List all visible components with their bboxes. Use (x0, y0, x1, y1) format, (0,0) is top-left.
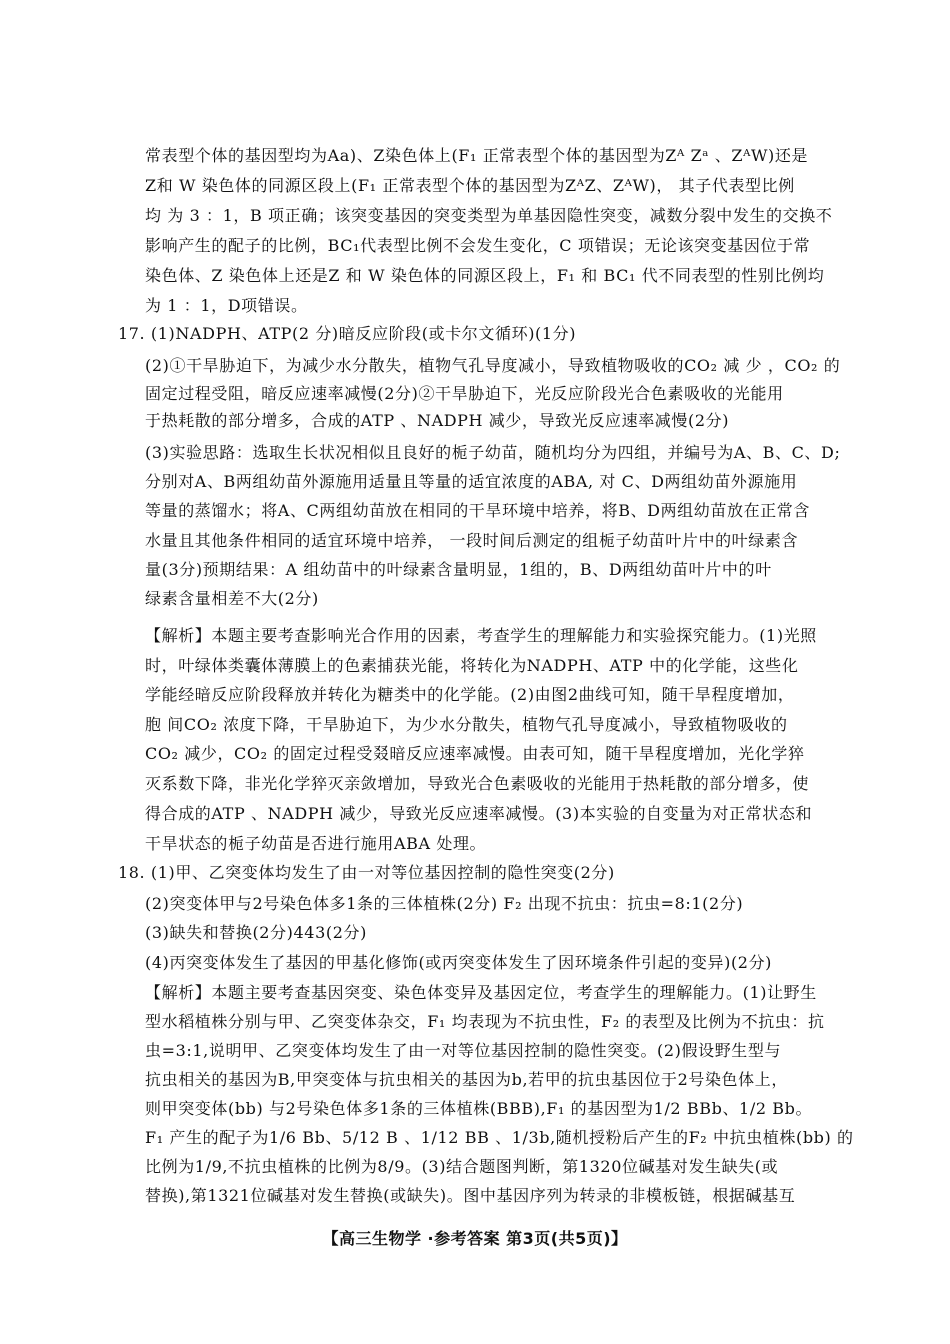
text-line: 常表型个体的基因型均为Aa)、Z染色体上(F₁ 正常表型个体的基因型为Zᴬ Zᵃ 、ZᴬW)还是 (145, 146, 809, 165)
text-line: (2)①干旱胁迫下，为减少水分散失，植物气孔导度减小，导致植物吸收的CO₂ 减 少 ，CO₂ 的 (145, 356, 841, 375)
text-line: 于热耗散的部分增多，合成的ATP 、NADPH 减少，导致光反应速率减慢(2分) (145, 411, 730, 430)
text-line: 【解析】本题主要考查影响光合作用的因素，考查学生的理解能力和实验探究能力。(1)光照 (145, 626, 817, 645)
text-line: 水量且其他条件相同的适宜环境中培养， 一段时间后测定的组栀子幼苗叶片中的叶绿素含 (145, 531, 799, 550)
text-line: 干旱状态的栀子幼苗是否进行施用ABA 处理。 (145, 834, 487, 853)
text-line: 均 为 3 ：1，B 项正确；该突变基因的突变类型为单基因隐性突变，减数分裂中发生的交换不 (145, 206, 833, 225)
text-line: Z和 W 染色体的同源区段上(F₁ 正常表型个体的基因型为ZᴬZ、ZᴬW)， 其子代表型比例 (145, 176, 795, 195)
text-line: 绿素含量相差不大(2分) (145, 589, 319, 608)
text-line: 【解析】本题主要考查基因突变、染色体变异及基因定位，考查学生的理解能力。(1)让野生 (145, 983, 817, 1002)
text-line: 型水稻植株分别与甲、乙突变体杂交，F₁ 均表现为不抗虫性，F₂ 的表型及比例为不抗虫：抗 (145, 1012, 825, 1031)
text-line: 则甲突变体(bb) 与2号染色体多1条的三体植株(BBB),F₁ 的基因型为1/2 BBb、1/2 Bb。 (145, 1099, 813, 1118)
text-line: 18. (1)甲、乙突变体均发生了由一对等位基因控制的隐性突变(2分) (118, 863, 615, 882)
text-line: 为 1 ：1，D项错误。 (145, 296, 308, 315)
text-line: 学能经暗反应阶段释放并转化为糖类中的化学能。(2)由图2曲线可知，随干旱程度增加， (145, 685, 795, 704)
text-line: F₁ 产生的配子为1/6 Bb、5/12 B 、1/12 BB 、1/3b,随机授粉后产生的F₂ 中抗虫植株(bb) 的 (145, 1128, 854, 1147)
text-line: 虫=3:1,说明甲、乙突变体均发生了由一对等位基因控制的隐性突变。(2)假设野生型与 (145, 1041, 782, 1060)
text-line: (3)实验思路：选取生长状况相似且良好的栀子幼苗，随机均分为四组，并编号为A、B、C、D; (145, 443, 841, 462)
text-line: 比例为1/9,不抗虫植株的比例为8/9。(3)结合题图判断，第1320位碱基对发生缺失(或 (145, 1157, 779, 1176)
text-line: 量(3分)预期结果：A 组幼苗中的叶绿素含量明显，1组的，B、D两组幼苗叶片中的叶 (145, 560, 772, 579)
text-line: 固定过程受阻，暗反应速率减慢(2分)②干旱胁迫下，光反应阶段光合色素吸收的光能用 (145, 384, 784, 403)
text-line: 得合成的ATP 、NADPH 减少，导致光反应速率减慢。(3)本实验的自变量为对正常状态和 (145, 804, 813, 823)
text-line: CO₂ 减少，CO₂ 的固定过程受叕暗反应速率减慢。由表可知，随干旱程度增加，光化学猝 (145, 744, 805, 763)
text-line: 替换),第1321位碱基对发生替换(或缺失)。图中基因序列为转录的非模板链，根据碱基互 (145, 1186, 796, 1205)
text-line: 17. (1)NADPH、ATP(2 分)暗反应阶段(或卡尔文循环)(1分) (118, 324, 577, 343)
text-line: 等量的蒸馏水；将A、C两组幼苗放在相同的干旱环境中培养，将B、D两组幼苗放在正常含 (145, 501, 810, 520)
page-footer: 【高三生物学 ·参考答案 第3页(共5页)】 (322, 1229, 628, 1248)
text-line: (3)缺失和替换(2分)443(2分) (145, 923, 367, 942)
text-line: 影响产生的配子的比例，BC₁代表型比例不会发生变化，C 项错误；无论该突变基因位于常 (145, 236, 811, 255)
text-line: 时，叶绿体类囊体薄膜上的色素捕获光能，将转化为NADPH、ATP 中的化学能，这些化 (145, 656, 799, 675)
text-line: 抗虫相关的基因为B,甲突变体与抗虫相关的基因为b,若甲的抗虫基因位于2号染色体上， (145, 1070, 788, 1089)
text-line: (2)突变体甲与2号染色体多1条的三体植株(2分) F₂ 出现不抗虫：抗虫=8:1(2分) (145, 894, 744, 913)
text-line: (4)丙突变体发生了基因的甲基化修饰(或丙突变体发生了因环境条件引起的变异)(2分) (145, 953, 773, 972)
text-line: 灭系数下降，非光化学猝灭亲敛增加，导致光合色素吸收的光能用于热耗散的部分增多，使 (145, 774, 810, 793)
text-line: 染色体、Z 染色体上还是Z 和 W 染色体的同源区段上，F₁ 和 BC₁ 代不同表型的性别比例均 (145, 266, 825, 285)
text-line: 分别对A、B两组幼苗外源施用适量且等量的适宜浓度的ABA, 对 C、D两组幼苗外源施用 (145, 472, 798, 491)
text-line: 胞 间CO₂ 浓度下降，干旱胁迫下，为少水分散失，植物气孔导度减小，导致植物吸收的 (145, 715, 788, 734)
